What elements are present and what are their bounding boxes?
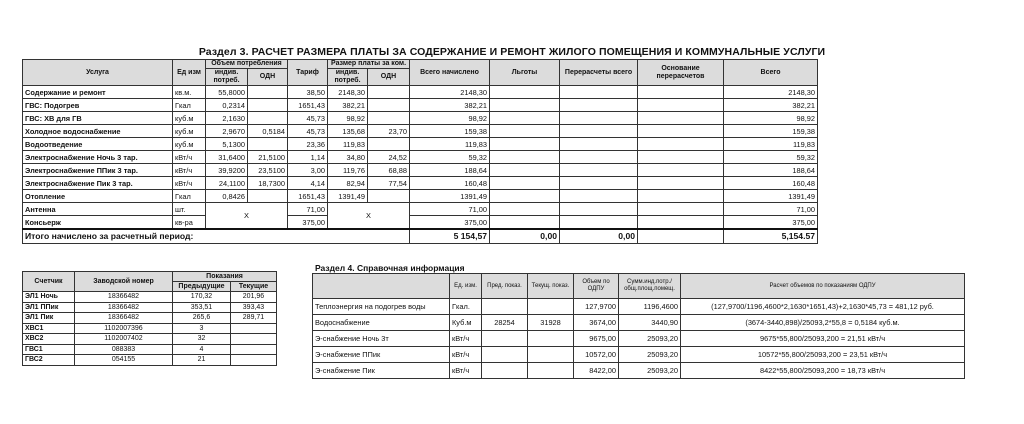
- service-name: Холодное водоснабжение: [23, 125, 173, 138]
- ref-odpu: 9675,00: [574, 331, 619, 347]
- ref-unit: Гкал.: [450, 299, 482, 315]
- table-cell: 23,5100: [248, 164, 288, 177]
- table-cell: [490, 112, 560, 125]
- reading-previous: 32: [173, 334, 231, 345]
- table-cell: [560, 99, 638, 112]
- ref-prev: [482, 299, 528, 315]
- table-cell: [368, 112, 410, 125]
- meter-serial: 18366482: [75, 302, 173, 313]
- col-ref-name: [313, 274, 450, 299]
- meter-serial: 054155: [75, 355, 173, 366]
- table-cell: [638, 164, 724, 177]
- col-current: Текущие: [231, 282, 277, 292]
- service-name: Электроснабжение Ночь 3 тар.: [23, 151, 173, 164]
- meter-name: ЭЛ1 ППик: [23, 302, 75, 313]
- service-name: Отопление: [23, 190, 173, 203]
- x-mark: X: [206, 203, 288, 230]
- reading-previous: 170,32: [173, 292, 231, 303]
- table-cell: 23,70: [368, 125, 410, 138]
- table-cell: [638, 86, 724, 99]
- ref-name: Теплоэнергия на подогрев воды: [313, 299, 450, 315]
- table-cell: 2,1630: [206, 112, 248, 125]
- col-vol-individual: индив. потреб.: [206, 69, 248, 86]
- table-cell: [490, 203, 560, 216]
- table-row: [23, 203, 818, 216]
- reading-current: [231, 323, 277, 334]
- table-cell: [638, 99, 724, 112]
- unit-cell: кв.м.: [173, 86, 206, 99]
- ref-sum: 3440,90: [619, 315, 681, 331]
- table-cell: [638, 151, 724, 164]
- unit-cell: шт.: [173, 203, 206, 216]
- col-pay-odn: ОДН: [368, 69, 410, 86]
- table-row: [23, 151, 818, 164]
- table-row: [23, 344, 277, 355]
- meter-serial: 1102007396: [75, 323, 173, 334]
- table-cell: 68,88: [368, 164, 410, 177]
- table-cell: 38,50: [288, 86, 328, 99]
- table-cell: [248, 112, 288, 125]
- ref-sum: 25093,20: [619, 347, 681, 363]
- service-name: Консьерж: [23, 216, 173, 230]
- service-name: ГВС: Подогрев: [23, 99, 173, 112]
- reading-current: 201,96: [231, 292, 277, 303]
- table-cell: 2148,30: [724, 86, 818, 99]
- table-cell: [490, 86, 560, 99]
- table-cell: [490, 125, 560, 138]
- unit-cell: Гкал: [173, 99, 206, 112]
- col-ref-prev: Пред. показ.: [482, 274, 528, 299]
- service-name: Содержание и ремонт: [23, 86, 173, 99]
- table-cell: 160,48: [410, 177, 490, 190]
- table-cell: 2,9670: [206, 125, 248, 138]
- ref-calc: 9675*55,800/25093,200 = 21,51 кВт/ч: [681, 331, 965, 347]
- col-grand-total: Всего: [724, 60, 818, 86]
- meter-name: ХВС2: [23, 334, 75, 345]
- ref-prev: [482, 363, 528, 379]
- ref-name: Э-снабжение Пик: [313, 363, 450, 379]
- ref-curr: 31928: [528, 315, 574, 331]
- ref-odpu: 127,9700: [574, 299, 619, 315]
- table-cell: [638, 203, 724, 216]
- table-cell: 21,5100: [248, 151, 288, 164]
- table-cell: [368, 86, 410, 99]
- reading-current: 289,71: [231, 313, 277, 324]
- table-cell: [248, 99, 288, 112]
- col-serial: Заводской номер: [75, 272, 173, 292]
- table-cell: 55,8000: [206, 86, 248, 99]
- table-cell: 59,32: [410, 151, 490, 164]
- table-cell: 119,83: [410, 138, 490, 151]
- service-name: Электроснабжение ППик 3 тар.: [23, 164, 173, 177]
- table-cell: [560, 190, 638, 203]
- table-cell: [560, 177, 638, 190]
- table-cell: 382,21: [724, 99, 818, 112]
- ref-unit: кВт/ч: [450, 363, 482, 379]
- ref-odpu: 3674,00: [574, 315, 619, 331]
- col-previous: Предыдущие: [173, 282, 231, 292]
- table-cell: 1391,49: [328, 190, 368, 203]
- ref-odpu: 8422,00: [574, 363, 619, 379]
- table-row: [313, 315, 965, 331]
- ref-unit: Куб.м: [450, 315, 482, 331]
- ref-unit: кВт/ч: [450, 347, 482, 363]
- reading-current: 393,43: [231, 302, 277, 313]
- table-cell: [368, 138, 410, 151]
- table-cell: [490, 99, 560, 112]
- table-cell: 31,6400: [206, 151, 248, 164]
- ref-calc: (127,9700/1196,4600*2,1630*1651,43)+2,1630*45,73 = 481,12 руб.: [681, 299, 965, 315]
- col-tariff: Тариф: [288, 60, 328, 86]
- col-recalc: Перерасчеты всего: [560, 60, 638, 86]
- table-cell: 4,14: [288, 177, 328, 190]
- table-cell: 0,8426: [206, 190, 248, 203]
- total-recalc: 0,00: [560, 229, 638, 244]
- table-cell: [490, 151, 560, 164]
- reading-previous: 4: [173, 344, 231, 355]
- unit-cell: кВт/ч: [173, 164, 206, 177]
- unit-cell: Гкал: [173, 190, 206, 203]
- ref-sum: 1196,4600: [619, 299, 681, 315]
- col-service: Услуга: [23, 60, 173, 86]
- table-cell: 82,94: [328, 177, 368, 190]
- table-cell: 382,21: [410, 99, 490, 112]
- table-cell: [368, 190, 410, 203]
- table-row: [23, 164, 818, 177]
- table-cell: [560, 86, 638, 99]
- table-cell: 39,9200: [206, 164, 248, 177]
- reading-previous: 21: [173, 355, 231, 366]
- table-cell: 188,64: [724, 164, 818, 177]
- col-ref-curr: Текущ. показ.: [528, 274, 574, 299]
- table-cell: 159,38: [410, 125, 490, 138]
- meters-table: [22, 271, 277, 366]
- reading-current: [231, 334, 277, 345]
- table-cell: [560, 216, 638, 230]
- table-row: [23, 313, 277, 324]
- charges-table: [22, 59, 818, 244]
- table-cell: [490, 138, 560, 151]
- reference-table: [312, 273, 965, 379]
- table-cell: 119,83: [328, 138, 368, 151]
- total-benefits: 0,00: [490, 229, 560, 244]
- table-cell: 45,73: [288, 112, 328, 125]
- table-cell: 375,00: [724, 216, 818, 230]
- table-cell: [490, 216, 560, 230]
- reading-current: [231, 355, 277, 366]
- ref-sum: 25093,20: [619, 363, 681, 379]
- table-row: [313, 331, 965, 347]
- table-cell: 160,48: [724, 177, 818, 190]
- table-row: [23, 334, 277, 345]
- table-cell: 119,83: [724, 138, 818, 151]
- table-cell: 0,2314: [206, 99, 248, 112]
- table-cell: 382,21: [328, 99, 368, 112]
- unit-cell: куб.м: [173, 138, 206, 151]
- table-row: [23, 125, 818, 138]
- table-cell: 71,00: [288, 203, 328, 216]
- section3-title: Раздел 3. РАСЧЕТ РАЗМЕРА ПЛАТЫ ЗА СОДЕРЖАНИЕ И РЕМОНТ ЖИЛОГО ПОМЕЩЕНИЯ И КОММУНАЛЬНЫЕ УСЛУГИ: [198, 46, 826, 58]
- ref-name: Э-снабжение Ночь 3т: [313, 331, 450, 347]
- ref-curr: [528, 363, 574, 379]
- table-row: [23, 99, 818, 112]
- table-cell: 135,68: [328, 125, 368, 138]
- table-cell: [560, 138, 638, 151]
- table-row: [23, 302, 277, 313]
- table-row: [23, 138, 818, 151]
- table-cell: 375,00: [410, 216, 490, 230]
- table-cell: [638, 216, 724, 230]
- table-cell: [638, 125, 724, 138]
- service-name: Антенна: [23, 203, 173, 216]
- table-cell: [560, 112, 638, 125]
- ref-unit: кВт/ч: [450, 331, 482, 347]
- col-total-charged: Всего начислено: [410, 60, 490, 86]
- col-recalc-basis: Основание перерасчетов: [638, 60, 724, 86]
- service-name: Электроснабжение Пик 3 тар.: [23, 177, 173, 190]
- table-row: [313, 299, 965, 315]
- unit-cell: куб.м: [173, 125, 206, 138]
- meter-name: ХВС1: [23, 323, 75, 334]
- ref-prev: [482, 331, 528, 347]
- ref-name: Водоснабжение: [313, 315, 450, 331]
- table-cell: 98,92: [328, 112, 368, 125]
- table-cell: 77,54: [368, 177, 410, 190]
- table-cell: 2148,30: [410, 86, 490, 99]
- table-cell: 375,00: [288, 216, 328, 230]
- col-meter: Счетчик: [23, 272, 75, 292]
- total-basis: [638, 229, 724, 244]
- col-unit: Ед изм: [173, 60, 206, 86]
- table-cell: 5,1300: [206, 138, 248, 151]
- table-cell: 1651,43: [288, 190, 328, 203]
- meter-name: ГВС1: [23, 344, 75, 355]
- col-pay-individual: индив. потреб.: [328, 69, 368, 86]
- table-cell: 1391,49: [410, 190, 490, 203]
- table-row: [23, 355, 277, 366]
- table-cell: [248, 190, 288, 203]
- meter-name: ГВС2: [23, 355, 75, 366]
- table-row: [23, 112, 818, 125]
- table-cell: [638, 138, 724, 151]
- meter-serial: 18366482: [75, 313, 173, 324]
- table-cell: 23,36: [288, 138, 328, 151]
- unit-cell: кВт/ч: [173, 151, 206, 164]
- table-cell: [560, 203, 638, 216]
- ref-curr: [528, 331, 574, 347]
- grand-total: 5,154.57: [724, 229, 818, 244]
- table-row: [313, 363, 965, 379]
- table-row: [23, 292, 277, 303]
- table-cell: 98,92: [410, 112, 490, 125]
- table-cell: 159,38: [724, 125, 818, 138]
- col-ref-unit: Ед. изм.: [450, 274, 482, 299]
- table-row: [23, 323, 277, 334]
- x-mark: X: [328, 203, 410, 230]
- reading-previous: 353,51: [173, 302, 231, 313]
- table-cell: 34,80: [328, 151, 368, 164]
- table-cell: 119,76: [328, 164, 368, 177]
- col-ref-calc: Расчет объемов по показаниям ОДПУ: [681, 274, 965, 299]
- total-label: Итого начислено за расчетный период:: [23, 229, 410, 244]
- section4-title: Раздел 4. Справочная информация: [315, 263, 465, 273]
- table-cell: 45,73: [288, 125, 328, 138]
- table-cell: 1391,49: [724, 190, 818, 203]
- col-benefits: Льготы: [490, 60, 560, 86]
- table-row: [23, 177, 818, 190]
- table-cell: 71,00: [724, 203, 818, 216]
- table-cell: [490, 177, 560, 190]
- total-charged: 5 154,57: [410, 229, 490, 244]
- table-cell: 71,00: [410, 203, 490, 216]
- col-ref-odpu: Объем по ОДПУ: [574, 274, 619, 299]
- table-cell: [638, 112, 724, 125]
- ref-sum: 25093,20: [619, 331, 681, 347]
- table-cell: 1651,43: [288, 99, 328, 112]
- meter-name: ЭЛ1 Пик: [23, 313, 75, 324]
- col-volume: Объем потребления: [206, 60, 288, 69]
- meter-serial: 088383: [75, 344, 173, 355]
- ref-odpu: 10572,00: [574, 347, 619, 363]
- unit-cell: куб.м: [173, 112, 206, 125]
- meter-serial: 18366482: [75, 292, 173, 303]
- ref-curr: [528, 299, 574, 315]
- ref-calc: (3674-3440,898)/25093,2*55,8 = 0,5184 куб.м.: [681, 315, 965, 331]
- table-cell: [248, 86, 288, 99]
- table-cell: 3,00: [288, 164, 328, 177]
- table-row: [23, 190, 818, 203]
- ref-curr: [528, 347, 574, 363]
- table-cell: 98,92: [724, 112, 818, 125]
- ref-calc: 10572*55,800/25093,200 = 23,51 кВт/ч: [681, 347, 965, 363]
- table-row: [23, 216, 818, 230]
- table-cell: 0,5184: [248, 125, 288, 138]
- table-cell: 1,14: [288, 151, 328, 164]
- table-cell: [368, 99, 410, 112]
- ref-prev: [482, 347, 528, 363]
- table-cell: 59,32: [724, 151, 818, 164]
- reading-current: [231, 344, 277, 355]
- table-cell: [248, 138, 288, 151]
- table-cell: 24,52: [368, 151, 410, 164]
- meter-serial: 1102007402: [75, 334, 173, 345]
- table-cell: [490, 164, 560, 177]
- col-ref-sum: Сумм.инд.потр./ общ.площ.помещ.: [619, 274, 681, 299]
- table-cell: [490, 190, 560, 203]
- col-readings: Показания: [173, 272, 277, 282]
- ref-calc: 8422*55,800/25093,200 = 18,73 кВт/ч: [681, 363, 965, 379]
- table-cell: 24,1100: [206, 177, 248, 190]
- reading-previous: 265,6: [173, 313, 231, 324]
- service-name: ГВС: ХВ для ГВ: [23, 112, 173, 125]
- table-cell: [638, 177, 724, 190]
- reading-previous: 3: [173, 323, 231, 334]
- col-payment: Размер платы за ком.: [328, 60, 410, 69]
- unit-cell: кв-ра: [173, 216, 206, 230]
- table-cell: 188,64: [410, 164, 490, 177]
- table-cell: 2148,30: [328, 86, 368, 99]
- ref-name: Э-снабжение ППик: [313, 347, 450, 363]
- table-row: [313, 347, 965, 363]
- col-vol-odn: ОДН: [248, 69, 288, 86]
- table-row: [23, 86, 818, 99]
- total-row: [23, 229, 818, 244]
- ref-prev: 28254: [482, 315, 528, 331]
- table-cell: [560, 151, 638, 164]
- service-name: Водоотведение: [23, 138, 173, 151]
- meter-name: ЭЛ1 Ночь: [23, 292, 75, 303]
- unit-cell: кВт/ч: [173, 177, 206, 190]
- table-cell: [560, 164, 638, 177]
- table-cell: 18,7300: [248, 177, 288, 190]
- table-cell: [560, 125, 638, 138]
- table-cell: [638, 190, 724, 203]
